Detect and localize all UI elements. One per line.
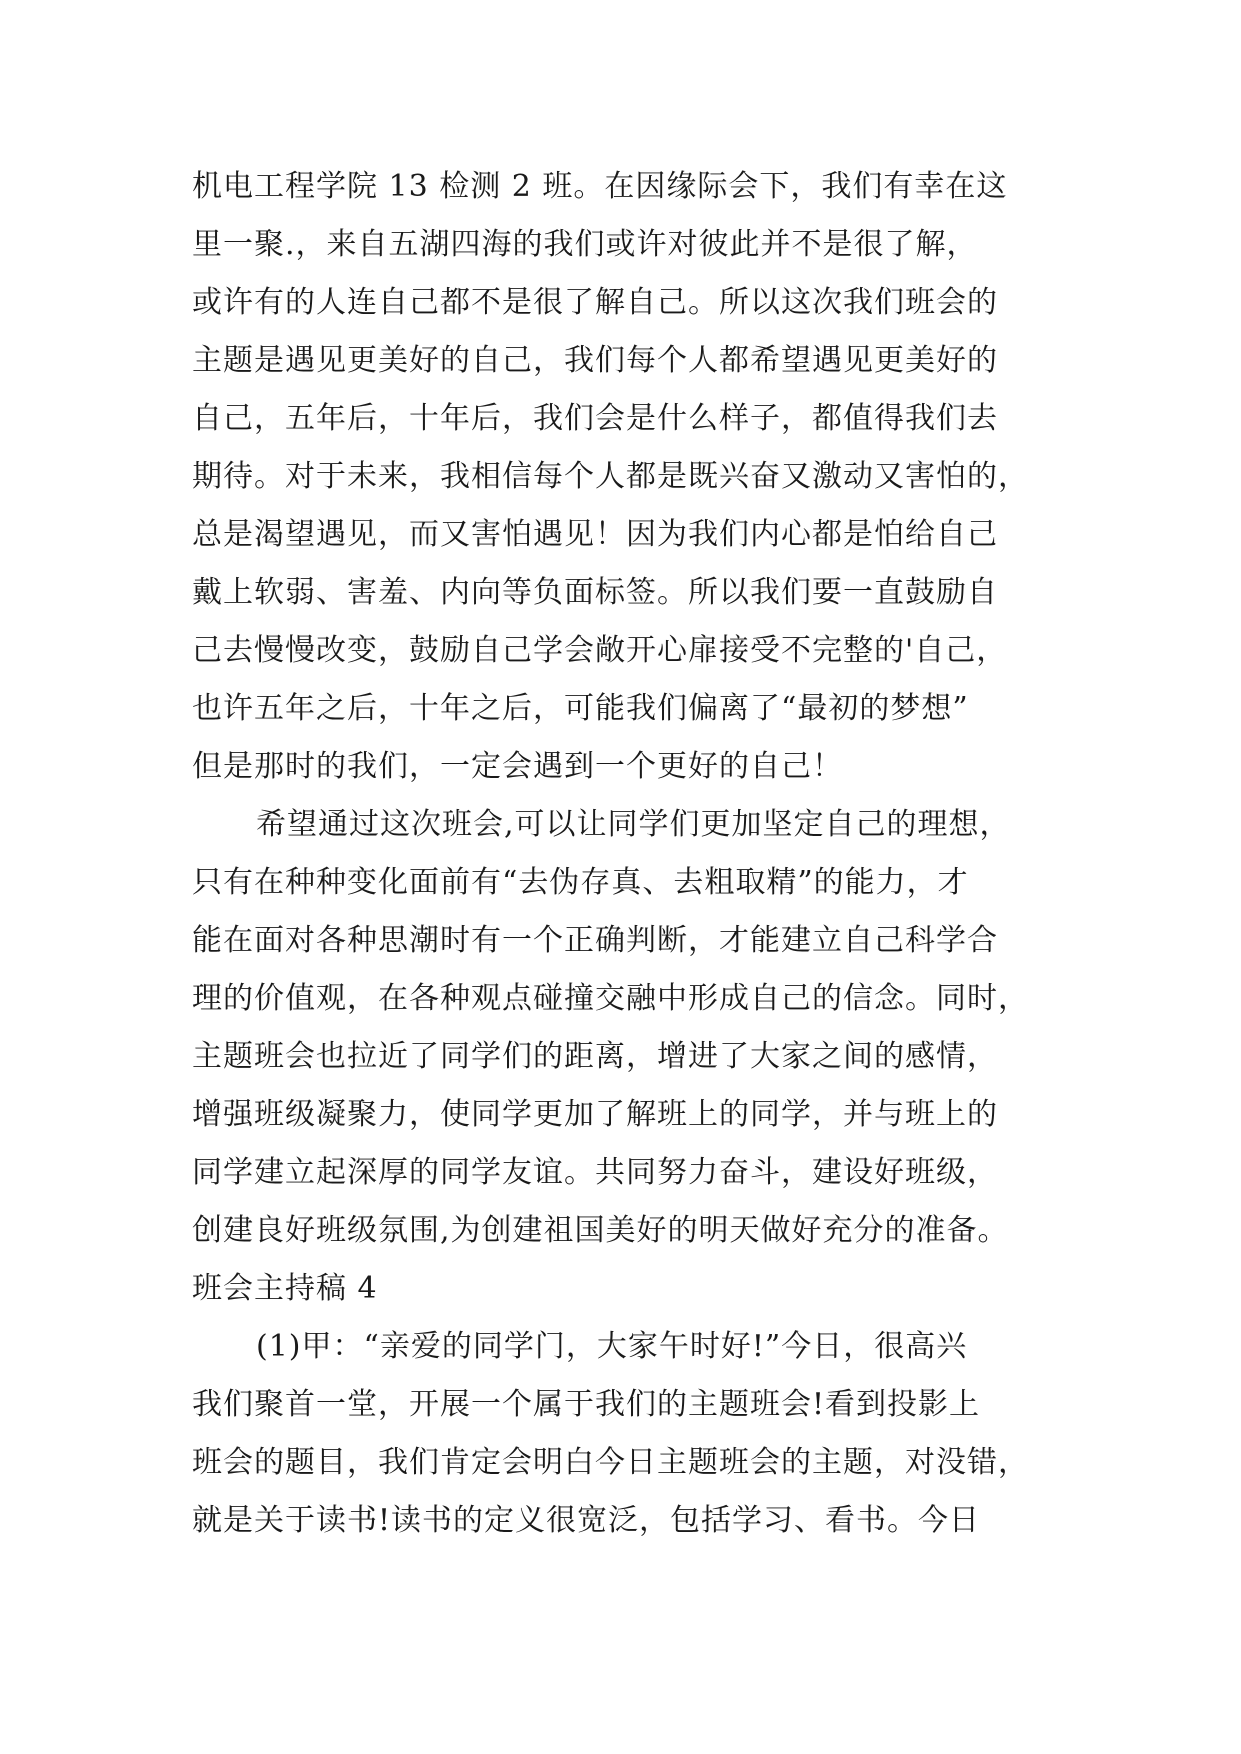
text-line: 自己，五年后，十年后，我们会是什么样子，都值得我们去 (192, 401, 998, 436)
text-line: 期待。对于未来，我相信每个人都是既兴奋又激动又害怕的， (192, 459, 1029, 494)
paragraph-start-line: (1)甲：“亲爱的同学门，大家午时好!”今日，很高兴 (256, 1329, 968, 1364)
text-line: 戴上软弱、害羞、内向等负面标签。所以我们要一直鼓励自 (192, 575, 998, 610)
section-heading: 班会主持稿 4 (192, 1271, 378, 1306)
paragraph-start-line: 希望通过这次班会,可以让同学们更加坚定自己的理想， (256, 807, 1011, 842)
text-line: 创建良好班级氛围,为创建祖国美好的明天做好充分的准备。 (192, 1213, 1009, 1248)
text-line: 能在面对各种思潮时有一个正确判断，才能建立自己科学合 (192, 923, 998, 958)
text-line: 同学建立起深厚的同学友谊。共同努力奋斗，建设好班级， (192, 1155, 998, 1190)
text-line: 或许有的人连自己都不是很了解自己。所以这次我们班会的 (192, 285, 998, 320)
text-line: 主题是遇见更美好的自己，我们每个人都希望遇见更美好的 (192, 343, 998, 378)
text-line: 就是关于读书!读书的定义很宽泛，包括学习、看书。今日 (192, 1503, 981, 1538)
text-line: 也许五年之后，十年之后，可能我们偏离了“最初的梦想” (192, 691, 969, 726)
text-line: 总是渴望遇见，而又害怕遇见！因为我们内心都是怕给自己 (192, 517, 998, 552)
text-line: 里一聚.，来自五湖四海的我们或许对彼此并不是很了解， (192, 227, 978, 262)
document-body (192, 158, 1062, 1550)
text-line: 己去慢慢改变，鼓励自己学会敞开心扉接受不完整的'自己， (192, 633, 1008, 668)
text-line: 主题班会也拉近了同学们的距离，增进了大家之间的感情， (192, 1039, 998, 1074)
text-line: 增强班级凝聚力，使同学更加了解班上的同学，并与班上的 (192, 1097, 998, 1132)
text-line: 但是那时的我们，一定会遇到一个更好的自己！ (192, 749, 843, 784)
text-line: 班会的题目，我们肯定会明白今日主题班会的主题，对没错， (192, 1445, 1029, 1480)
text-line: 只有在种种变化面前有“去伪存真、去粗取精”的能力，才 (192, 865, 969, 900)
text-line: 我们聚首一堂，开展一个属于我们的主题班会!看到投影上 (192, 1387, 981, 1422)
text-line: 机电工程学院 13 检测 2 班。在因缘际会下，我们有幸在这 (192, 169, 1008, 204)
text-line: 理的价值观，在各种观点碰撞交融中形成自己的信念。同时， (192, 981, 1029, 1016)
